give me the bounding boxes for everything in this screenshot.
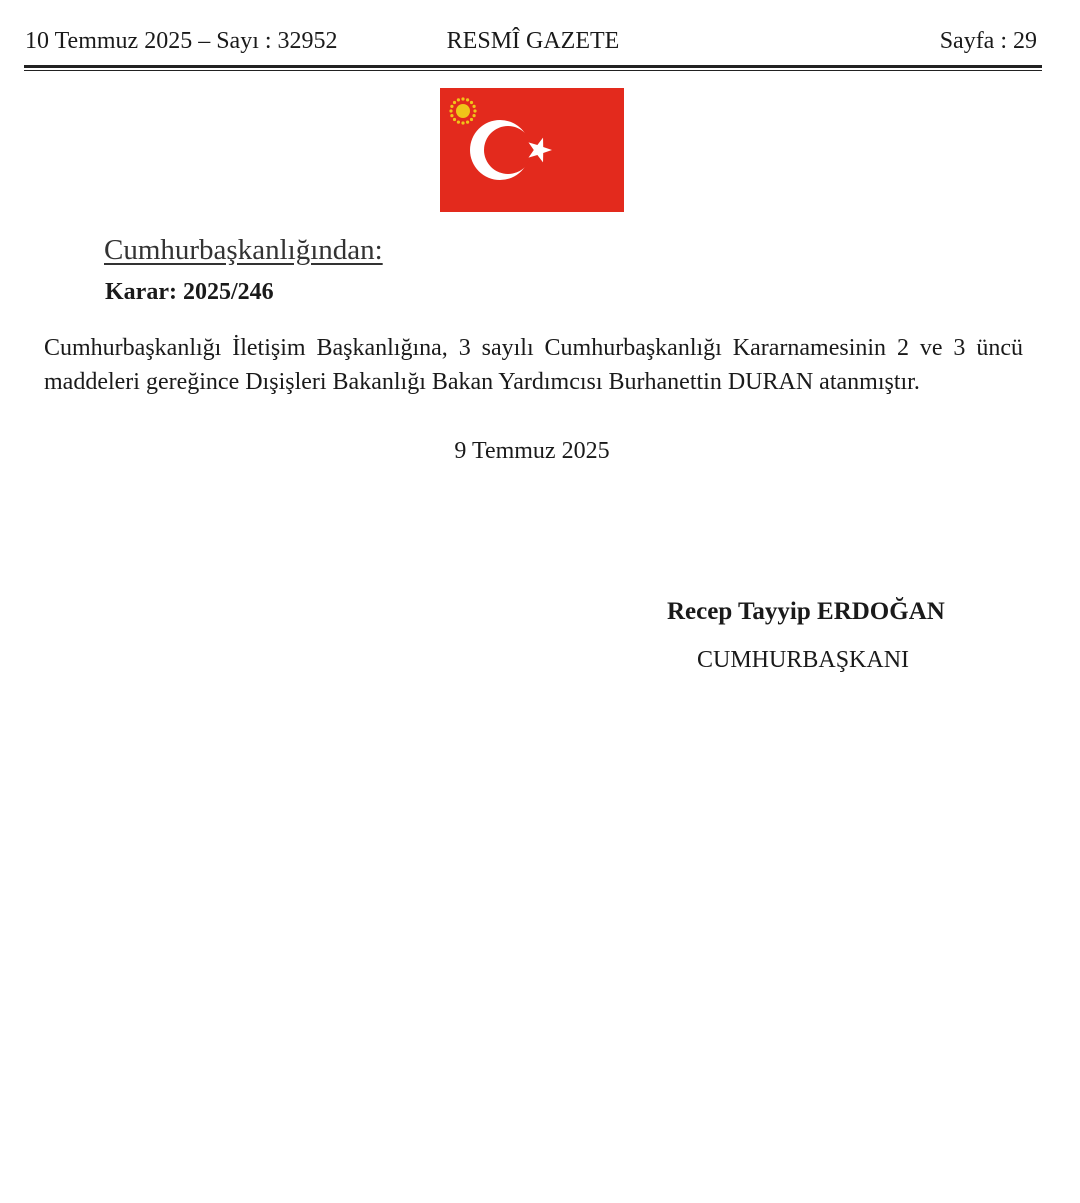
sun-star — [470, 118, 473, 121]
crescent-inner — [484, 126, 532, 174]
sun-star — [466, 120, 469, 123]
gazette-title: RESMÎ GAZETE — [446, 28, 620, 54]
signatory-name: Recep Tayyip ERDOĞAN — [667, 598, 945, 625]
decision-body: Cumhurbaşkanlığı İletişim Başkanlığına, 3 sayılı Cumhurbaşkanlığı Kararnamesinin 2 ve 3 üncü maddeleri gereğince Dışişleri Bakanlığı Bakan Yardımcısı Burhanettin DURAN atanmıştır. — [44, 335, 1023, 395]
sun-star — [449, 109, 452, 112]
header-divider-thick — [24, 65, 1042, 68]
sun-star — [450, 105, 453, 108]
sun-star — [470, 101, 473, 104]
sun-star — [461, 121, 464, 124]
sun-star — [457, 120, 460, 123]
sun-star — [453, 118, 456, 121]
gazette-header — [25, 28, 1041, 62]
sun-star — [466, 98, 469, 101]
turkish-flag-presidential-emblem-icon — [440, 88, 624, 212]
issue-date-number: 10 Temmuz 2025 – Sayı : 32952 — [25, 28, 338, 54]
issuing-authority: Cumhurbaşkanlığından: — [104, 234, 383, 266]
page-number: Sayfa : 29 — [939, 28, 1037, 54]
signatory-title: CUMHURBAŞKANI — [697, 647, 910, 673]
sun-star — [453, 101, 456, 104]
sun-star — [461, 97, 464, 100]
sun-star — [473, 109, 476, 112]
header-divider-thin — [24, 70, 1042, 71]
sun-star — [450, 114, 453, 117]
sun-star — [472, 105, 475, 108]
sun-star — [457, 98, 460, 101]
decision-date: 9 Temmuz 2025 — [454, 438, 610, 464]
decision-number: Karar: 2025/246 — [105, 279, 274, 305]
sun-star — [472, 114, 475, 117]
